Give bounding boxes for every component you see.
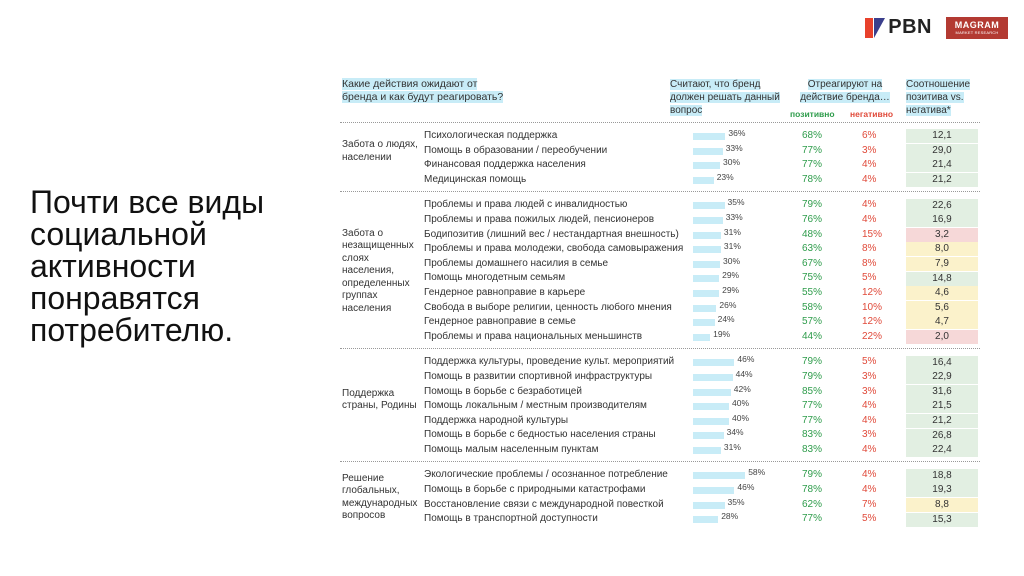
ratio-value: 21,5 bbox=[906, 399, 978, 413]
negative-value: 12% bbox=[862, 286, 883, 298]
negative-value: 4% bbox=[862, 414, 877, 426]
table-row bbox=[340, 198, 980, 213]
positive-value: 76% bbox=[802, 213, 823, 225]
ratio-value: 21,4 bbox=[906, 158, 978, 172]
share-bar bbox=[693, 389, 731, 396]
negative-value: 22% bbox=[862, 330, 883, 342]
table-row bbox=[340, 414, 980, 429]
table-row bbox=[340, 158, 980, 173]
share-bar bbox=[693, 232, 721, 239]
group-label: Решение глобальных, международных вопросов bbox=[342, 472, 418, 522]
ratio-value: 16,4 bbox=[906, 356, 978, 370]
share-value: 42% bbox=[733, 383, 751, 394]
share-value: 35% bbox=[727, 496, 745, 507]
magram-logo-text: MAGRAM bbox=[954, 20, 1000, 30]
table-row bbox=[340, 370, 980, 385]
share-bar bbox=[693, 319, 715, 326]
ratio-value: 21,2 bbox=[906, 414, 978, 428]
table-row bbox=[340, 498, 980, 513]
header-negative: негативно bbox=[850, 109, 894, 119]
table-row bbox=[340, 271, 980, 286]
share-bar bbox=[693, 290, 719, 297]
group-label: Поддержка страны, Родины bbox=[342, 387, 417, 412]
table-header bbox=[340, 78, 980, 122]
share-value: 29% bbox=[722, 284, 740, 295]
row-label: Восстановление связи с международной повесткой bbox=[424, 498, 664, 510]
row-label: Помощь в транспортной доступности bbox=[424, 513, 598, 525]
header-brand-should: Считают, что бренд должен решать данный вопрос bbox=[670, 79, 780, 116]
row-label: Проблемы и права молодежи, свобода самовыражения bbox=[424, 243, 684, 255]
positive-value: 75% bbox=[802, 272, 823, 284]
positive-value: 57% bbox=[802, 316, 823, 328]
share-value: 26% bbox=[719, 299, 737, 310]
negative-value: 7% bbox=[862, 498, 877, 510]
row-label: Проблемы и права людей с инвалидностью bbox=[424, 199, 628, 211]
positive-value: 79% bbox=[802, 469, 823, 481]
row-label: Помощь локальным / местным производителям bbox=[424, 400, 647, 412]
share-value: 30% bbox=[723, 157, 741, 168]
negative-value: 4% bbox=[862, 400, 877, 412]
magram-logo-subtext: MARKET RESEARCH bbox=[955, 30, 999, 35]
ratio-value: 7,9 bbox=[906, 257, 978, 271]
row-label: Поддержка народной культуры bbox=[424, 414, 569, 426]
row-label: Финансовая поддержка населения bbox=[424, 159, 586, 171]
share-bar bbox=[693, 374, 733, 381]
ratio-value: 22,9 bbox=[906, 370, 978, 384]
results-table bbox=[340, 78, 980, 527]
share-bar bbox=[693, 418, 729, 425]
positive-value: 77% bbox=[802, 414, 823, 426]
row-label: Гендерное равноправие в семье bbox=[424, 316, 576, 328]
row-label: Свобода в выборе религии, ценность любого мнения bbox=[424, 301, 672, 313]
negative-value: 3% bbox=[862, 429, 877, 441]
negative-value: 8% bbox=[862, 243, 877, 255]
share-bar bbox=[693, 133, 725, 140]
row-label: Помощь в борьбе с природными катастрофами bbox=[424, 484, 646, 496]
ratio-value: 4,6 bbox=[906, 286, 978, 300]
row-label: Помощь в образовании / переобучении bbox=[424, 144, 608, 156]
share-bar bbox=[693, 217, 723, 224]
group-label: Забота о незащищенных слоях населения, определенных группах населения bbox=[342, 227, 414, 314]
share-bar bbox=[693, 432, 724, 439]
page-title: Почти все виды социальной активности понравятся потребителю. bbox=[30, 184, 265, 348]
row-group bbox=[340, 348, 980, 457]
row-label: Гендерное равноправие в карьере bbox=[424, 286, 586, 298]
ratio-value: 2,0 bbox=[906, 330, 978, 344]
positive-value: 67% bbox=[802, 257, 823, 269]
row-label: Поддержка культуры, проведение культ. мероприятий bbox=[424, 356, 675, 368]
ratio-value: 22,4 bbox=[906, 443, 978, 457]
ratio-value: 21,2 bbox=[906, 173, 978, 187]
group-label: Забота о людях, населении bbox=[342, 139, 418, 163]
positive-value: 48% bbox=[802, 228, 823, 240]
ratio-value: 19,3 bbox=[906, 483, 978, 497]
share-value: 24% bbox=[717, 314, 735, 325]
positive-value: 77% bbox=[802, 144, 823, 156]
table-row bbox=[340, 443, 980, 458]
positive-value: 79% bbox=[802, 356, 823, 368]
positive-value: 83% bbox=[802, 429, 823, 441]
table-row bbox=[340, 315, 980, 330]
magram-logo bbox=[946, 17, 1008, 39]
table-row bbox=[340, 228, 980, 243]
header-question: Какие действия ожидают от бренда и как будут реагировать? bbox=[342, 78, 504, 103]
share-value: 31% bbox=[723, 241, 741, 252]
pbn-logo bbox=[865, 16, 932, 39]
row-group bbox=[340, 122, 980, 187]
table-row bbox=[340, 399, 980, 414]
table-row bbox=[340, 213, 980, 228]
positive-value: 78% bbox=[802, 173, 823, 185]
share-bar bbox=[693, 487, 734, 494]
share-value: 44% bbox=[735, 368, 753, 379]
negative-value: 10% bbox=[862, 301, 883, 313]
positive-value: 79% bbox=[802, 370, 823, 382]
share-bar bbox=[693, 261, 720, 268]
negative-value: 8% bbox=[862, 257, 877, 269]
negative-value: 3% bbox=[862, 144, 877, 156]
share-bar bbox=[693, 305, 716, 312]
share-bar bbox=[693, 472, 745, 479]
ratio-value: 14,8 bbox=[906, 272, 978, 286]
positive-value: 58% bbox=[802, 301, 823, 313]
row-label: Бодипозитив (лишний вес / нестандартная внешность) bbox=[424, 228, 679, 240]
negative-value: 4% bbox=[862, 469, 877, 481]
row-label: Медицинская помощь bbox=[424, 173, 527, 185]
ratio-value: 26,8 bbox=[906, 429, 978, 443]
share-value: 19% bbox=[713, 328, 731, 339]
share-value: 36% bbox=[728, 128, 746, 138]
ratio-value: 29,0 bbox=[906, 144, 978, 158]
ratio-value: 8,0 bbox=[906, 242, 978, 256]
share-value: 58% bbox=[748, 467, 766, 478]
row-label: Проблемы домашнего насилия в семье bbox=[424, 257, 609, 269]
row-label: Психологическая поддержка bbox=[424, 130, 558, 141]
table-row bbox=[340, 355, 980, 370]
negative-value: 5% bbox=[862, 356, 877, 368]
negative-value: 3% bbox=[862, 385, 877, 397]
negative-value: 4% bbox=[862, 484, 877, 496]
table-row bbox=[340, 301, 980, 316]
negative-value: 4% bbox=[862, 159, 877, 171]
positive-value: 77% bbox=[802, 159, 823, 171]
negative-value: 4% bbox=[862, 173, 877, 185]
positive-value: 62% bbox=[802, 498, 823, 510]
share-bar bbox=[693, 502, 725, 509]
share-value: 46% bbox=[737, 354, 755, 365]
share-bar bbox=[693, 177, 714, 184]
positive-value: 77% bbox=[802, 513, 823, 525]
share-value: 23% bbox=[716, 171, 734, 182]
row-label: Экологические проблемы / осознанное потребление bbox=[424, 469, 668, 481]
share-bar bbox=[693, 275, 719, 282]
negative-value: 3% bbox=[862, 370, 877, 382]
row-label: Помощь в борьбе с безработицей bbox=[424, 385, 582, 397]
negative-value: 4% bbox=[862, 199, 877, 211]
share-value: 29% bbox=[722, 270, 740, 281]
share-value: 34% bbox=[726, 427, 744, 438]
share-bar bbox=[693, 516, 718, 523]
ratio-value: 15,3 bbox=[906, 513, 978, 527]
negative-value: 15% bbox=[862, 228, 883, 240]
ratio-value: 5,6 bbox=[906, 301, 978, 315]
row-group bbox=[340, 191, 980, 344]
ratio-value: 3,2 bbox=[906, 228, 978, 242]
share-value: 31% bbox=[723, 226, 741, 237]
row-label: Помощь в развитии спортивной инфраструктуры bbox=[424, 370, 653, 382]
row-label: Проблемы и права пожилых людей, пенсионеров bbox=[424, 213, 655, 225]
row-label: Помощь малым населенным пунктам bbox=[424, 443, 599, 455]
header-positive: позитивно bbox=[790, 109, 835, 119]
share-value: 35% bbox=[727, 197, 745, 208]
header-reaction: Отреагируют на действие бренда… bbox=[800, 79, 890, 103]
share-value: 28% bbox=[721, 511, 739, 522]
share-bar bbox=[693, 403, 729, 410]
positive-value: 63% bbox=[802, 243, 823, 255]
share-bar bbox=[693, 246, 721, 253]
table-row bbox=[340, 428, 980, 443]
share-bar bbox=[693, 359, 734, 366]
ratio-value: 8,8 bbox=[906, 498, 978, 512]
positive-value: 77% bbox=[802, 400, 823, 412]
share-bar bbox=[693, 447, 721, 454]
table-row bbox=[340, 257, 980, 272]
share-value: 40% bbox=[732, 412, 750, 423]
ratio-value: 22,6 bbox=[906, 199, 978, 213]
positive-value: 83% bbox=[802, 443, 823, 455]
share-value: 30% bbox=[723, 255, 741, 266]
positive-value: 85% bbox=[802, 385, 823, 397]
logos bbox=[865, 16, 1008, 39]
share-bar bbox=[693, 148, 723, 155]
pbn-mark-icon bbox=[865, 18, 885, 38]
table-row bbox=[340, 129, 980, 144]
ratio-value: 4,7 bbox=[906, 315, 978, 329]
table-row bbox=[340, 468, 980, 483]
positive-value: 44% bbox=[802, 330, 823, 342]
negative-value: 5% bbox=[862, 272, 877, 284]
negative-value: 4% bbox=[862, 213, 877, 225]
row-group bbox=[340, 461, 980, 526]
negative-value: 6% bbox=[862, 130, 877, 141]
share-value: 46% bbox=[737, 482, 755, 493]
positive-value: 68% bbox=[802, 130, 823, 141]
ratio-value: 18,8 bbox=[906, 469, 978, 483]
negative-value: 5% bbox=[862, 513, 877, 525]
table-row bbox=[340, 144, 980, 159]
table-row bbox=[340, 173, 980, 188]
table-row bbox=[340, 286, 980, 301]
share-bar bbox=[693, 334, 710, 341]
negative-value: 12% bbox=[862, 316, 883, 328]
table-row bbox=[340, 512, 980, 527]
negative-value: 4% bbox=[862, 443, 877, 455]
ratio-value: 12,1 bbox=[906, 129, 978, 143]
row-label: Помощь многодетным семьям bbox=[424, 272, 566, 284]
header-ratio: Соотношение позитива vs. негатива* bbox=[906, 79, 971, 116]
share-value: 33% bbox=[725, 142, 743, 153]
pbn-logo-text: PBN bbox=[888, 16, 932, 38]
table-row bbox=[340, 330, 980, 345]
share-bar bbox=[693, 162, 720, 169]
share-bar bbox=[693, 202, 725, 209]
ratio-value: 31,6 bbox=[906, 385, 978, 399]
share-value: 33% bbox=[725, 211, 743, 222]
table-row bbox=[340, 242, 980, 257]
share-value: 31% bbox=[723, 441, 741, 452]
table-body bbox=[340, 122, 980, 527]
positive-value: 78% bbox=[802, 484, 823, 496]
share-value: 40% bbox=[732, 398, 750, 409]
row-label: Помощь в борьбе с бедностью населения страны bbox=[424, 429, 656, 441]
ratio-value: 16,9 bbox=[906, 213, 978, 227]
positive-value: 55% bbox=[802, 286, 823, 298]
positive-value: 79% bbox=[802, 199, 823, 211]
table-row bbox=[340, 385, 980, 400]
row-label: Проблемы и права национальных меньшинств bbox=[424, 330, 643, 342]
table-row bbox=[340, 483, 980, 498]
